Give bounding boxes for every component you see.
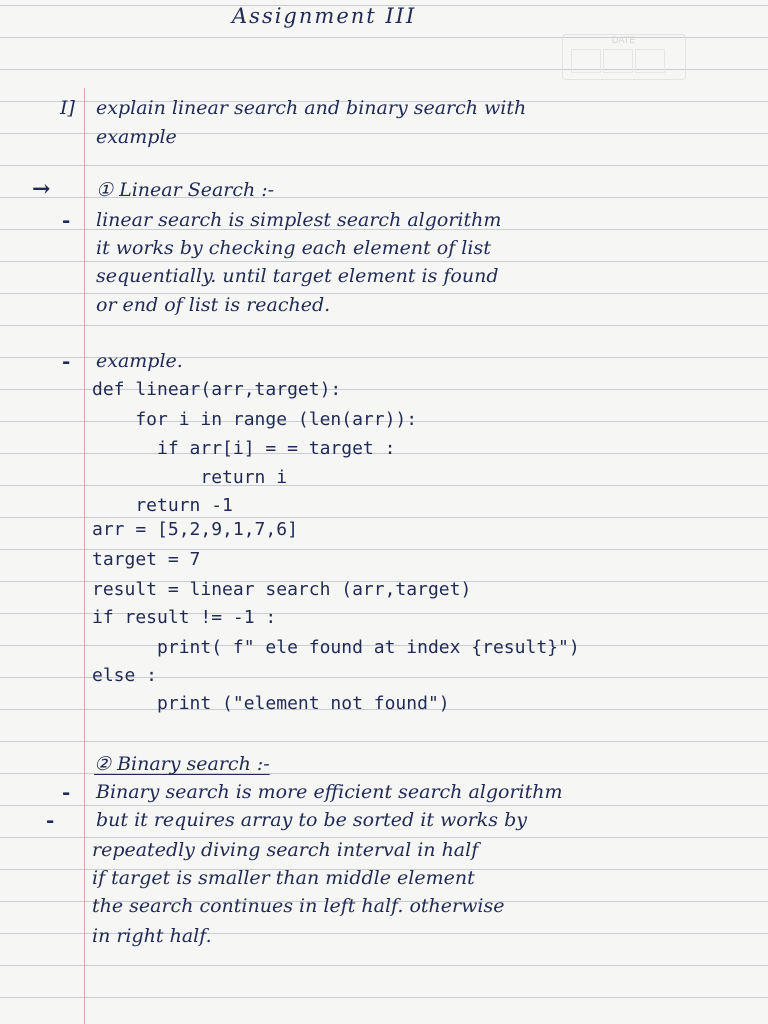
code-line: arr = [5,2,9,1,7,6] (92, 519, 298, 540)
binary-text-line: the search continues in left half. otherwise (92, 895, 505, 917)
arrow-icon: → (32, 176, 51, 202)
linear-heading: ① Linear Search :- (96, 179, 275, 201)
code-line: for i in range (len(arr)): (92, 409, 418, 430)
date-slot (635, 49, 665, 73)
date-label: DATE (611, 36, 635, 46)
code-line: print ("element not found") (92, 693, 450, 714)
code-line: else : (92, 665, 158, 686)
code-line: print( f" ele found at index {result}") (92, 637, 580, 658)
date-box (562, 34, 686, 80)
bullet-marker: - (46, 808, 55, 832)
linear-text-line: sequentially. until target element is found (96, 265, 499, 287)
binary-text-line: Binary search is more efficient search algorithm (96, 781, 563, 803)
question-line-1: explain linear search and binary search with (96, 97, 527, 119)
binary-text-line: if target is smaller than middle element (92, 867, 475, 889)
example-label: example. (96, 350, 183, 372)
code-line: if result != -1 : (92, 607, 277, 628)
code-line: result = linear search (arr,target) (92, 579, 472, 600)
code-line: def linear(arr,target): (92, 379, 342, 400)
date-slot (603, 49, 633, 73)
margin-line (84, 88, 85, 1024)
bullet-marker: - (62, 780, 71, 804)
binary-text-line: but it requires array to be sorted it works by (96, 809, 527, 831)
linear-text-line: linear search is simplest search algorithm (96, 209, 502, 231)
linear-text-line: or end of list is reached. (96, 294, 331, 316)
linear-text-line: it works by checking each element of list (96, 237, 491, 259)
binary-heading: ② Binary search :- (94, 753, 270, 775)
page-title: Assignment III (232, 4, 417, 28)
question-line-2: example (96, 126, 177, 148)
code-line: target = 7 (92, 549, 201, 570)
date-slot (571, 49, 601, 73)
code-line: return i (92, 467, 288, 488)
binary-text-line: repeatedly diving search interval in half (92, 839, 479, 861)
code-line: if arr[i] = = target : (92, 438, 396, 459)
bullet-marker: - (62, 208, 71, 232)
code-line: return -1 (92, 495, 233, 516)
question-number: I] (60, 97, 75, 119)
bullet-marker: - (62, 349, 71, 373)
binary-text-line: in right half. (92, 925, 212, 947)
